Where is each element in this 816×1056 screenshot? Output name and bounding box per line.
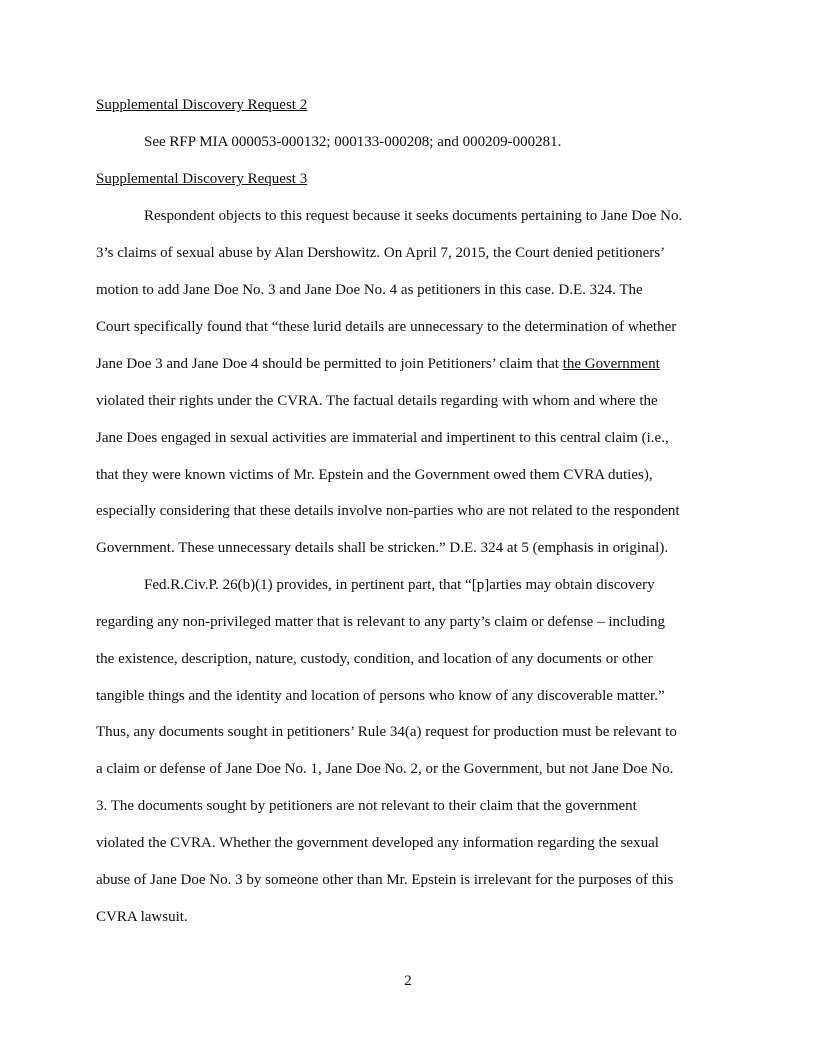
paragraph-2-line: regarding any non-privileged matter that is relevant to any party’s claim or defense – including (96, 614, 665, 630)
paragraph-1-line (96, 355, 660, 373)
page-number: 2 (404, 973, 412, 989)
paragraph-1-line: especially considering that these details involve non-parties who are not related to the respondent (96, 503, 680, 519)
paragraph-2-line: a claim or defense of Jane Doe No. 1, Jane Doe No. 2, or the Government, but not Jane Doe No. (96, 761, 674, 777)
paragraph-1-line: that they were known victims of Mr. Epstein and the Government owed them CVRA duties), (96, 467, 653, 483)
paragraph-1-line: Jane Does engaged in sexual activities are immaterial and impertinent to this central claim (i.e., (96, 430, 669, 446)
paragraph-1-line-text: Jane Doe 3 and Jane Doe 4 should be permitted to join Petitioners’ claim that (96, 356, 563, 372)
section-heading-request-3: Supplemental Discovery Request 3 (96, 171, 308, 187)
paragraph-1-line: 3’s claims of sexual abuse by Alan Dershowitz. On April 7, 2015, the Court denied petitioners’ (96, 245, 666, 261)
section-heading-request-2: Supplemental Discovery Request 2 (96, 97, 308, 113)
paragraph-2-line: 3. The documents sought by petitioners are not relevant to their claim that the government (96, 798, 637, 814)
paragraph-2-line: violated the CVRA. Whether the government developed any information regarding the sexual (96, 835, 659, 851)
paragraph-1-line: violated their rights under the CVRA. The factual details regarding with whom and where the (96, 393, 658, 409)
paragraph-1-line: Government. These unnecessary details shall be stricken.” D.E. 324 at 5 (emphasis in original). (96, 540, 669, 556)
paragraph-2-line: the existence, description, nature, custody, condition, and location of any documents or other (96, 651, 653, 667)
paragraph-1-line: Respondent objects to this request because it seeks documents pertaining to Jane Doe No. (144, 208, 683, 224)
paragraph-2-line: tangible things and the identity and location of persons who know of any discoverable matter.” (96, 688, 665, 704)
paragraph-2-line: abuse of Jane Doe No. 3 by someone other than Mr. Epstein is irrelevant for the purposes of this (96, 872, 674, 888)
paragraph-2-line: Thus, any documents sought in petitioners’ Rule 34(a) request for production must be relevant to (96, 724, 677, 740)
underlined-emphasis: the Government (562, 356, 660, 372)
paragraph-1-line: motion to add Jane Doe No. 3 and Jane Doe No. 4 as petitioners in this case. D.E. 324. The (96, 282, 643, 298)
section-2-text-line: See RFP MIA 000053-000132; 000133-000208; and 000209-000281. (144, 134, 562, 150)
paragraph-2-line: CVRA lawsuit. (96, 909, 188, 925)
paragraph-2-line: Fed.R.Civ.P. 26(b)(1) provides, in pertinent part, that “[p]arties may obtain discovery (144, 577, 655, 593)
paragraph-1-line: Court specifically found that “these lurid details are unnecessary to the determination of whether (96, 319, 677, 335)
